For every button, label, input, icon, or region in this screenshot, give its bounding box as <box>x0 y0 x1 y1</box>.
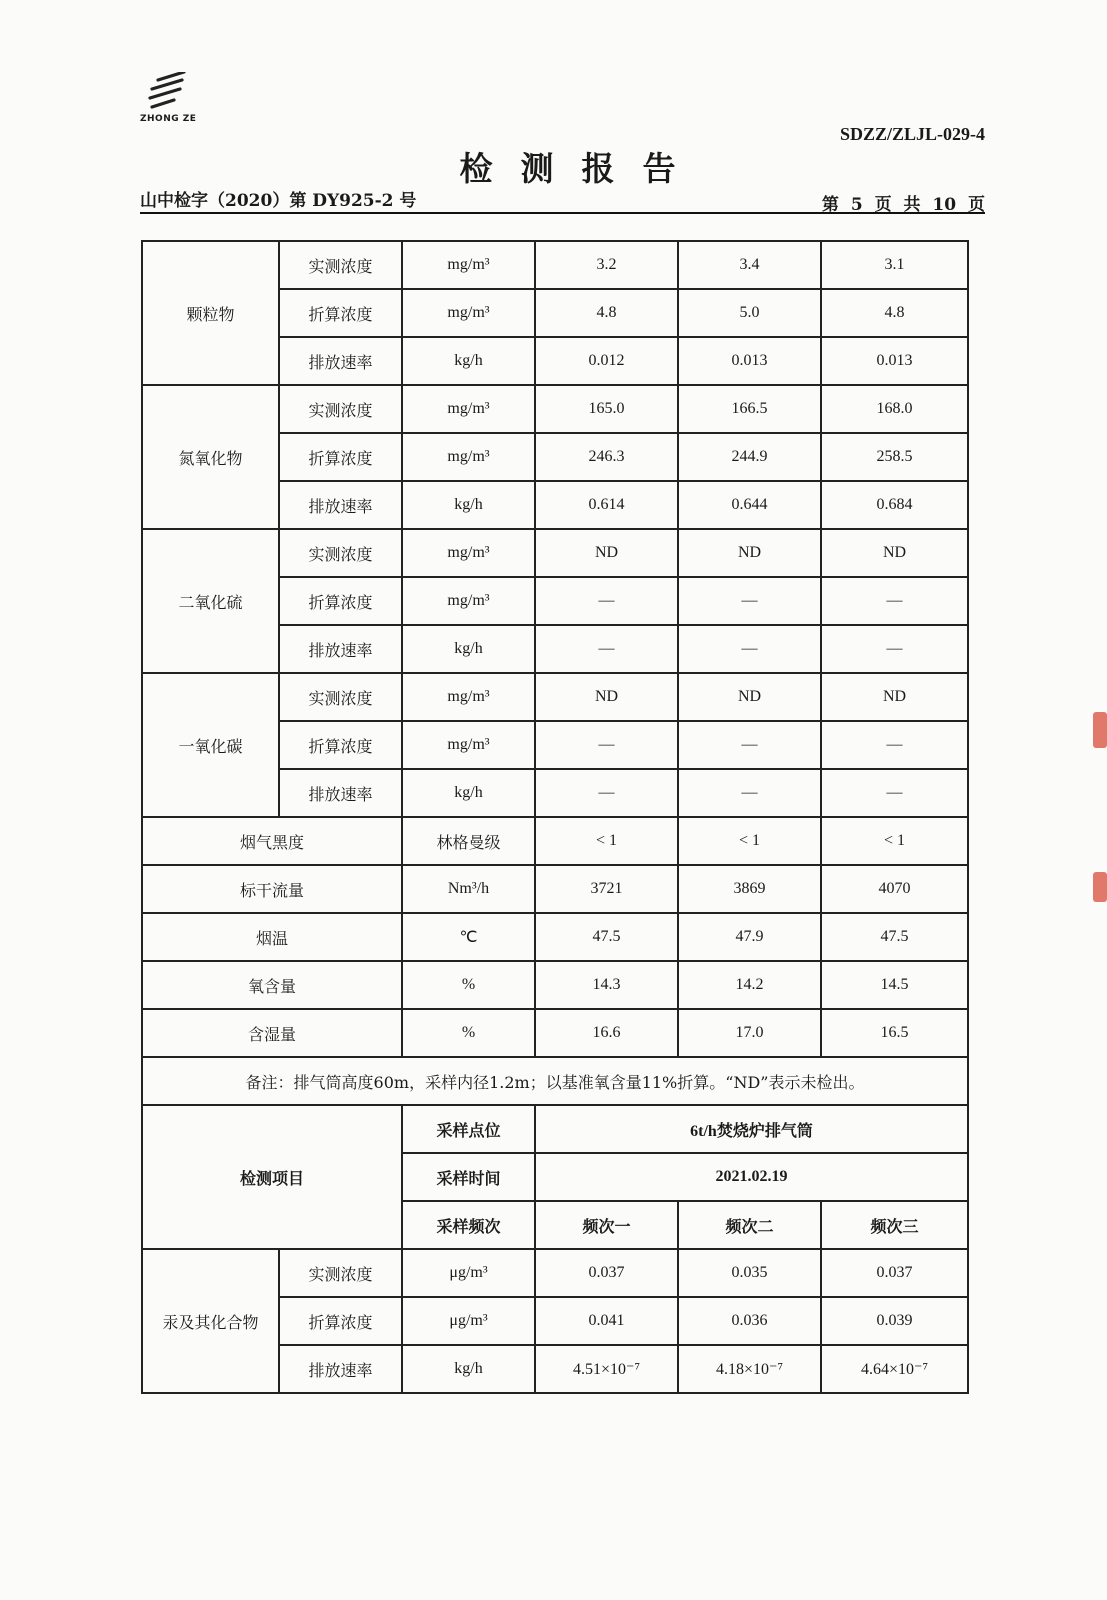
value-cell: < 1 <box>535 817 678 865</box>
emission-table-body <box>142 241 968 1393</box>
parameter-name: 含湿量 <box>142 1009 402 1057</box>
logo-text: ZHONG ZE <box>140 114 197 124</box>
parameter-name: 标干流量 <box>142 865 402 913</box>
unit-cell: mg/m³ <box>402 241 535 289</box>
value-cell: 4.8 <box>535 289 678 337</box>
item-label: 实测浓度 <box>279 241 402 289</box>
unit-cell: μg/m³ <box>402 1297 535 1345</box>
value-cell: 3.4 <box>678 241 821 289</box>
value-cell: 0.036 <box>678 1297 821 1345</box>
unit-cell: kg/h <box>402 769 535 817</box>
value-cell: 0.013 <box>678 337 821 385</box>
value-cell: — <box>535 625 678 673</box>
value-cell: 16.5 <box>821 1009 968 1057</box>
unit-cell: mg/m³ <box>402 721 535 769</box>
value-cell: < 1 <box>821 817 968 865</box>
unit-cell: % <box>402 961 535 1009</box>
value-cell: 3869 <box>678 865 821 913</box>
unit-cell: kg/h <box>402 625 535 673</box>
table-row <box>142 913 968 961</box>
unit-cell: μg/m³ <box>402 1249 535 1297</box>
value-cell: — <box>678 721 821 769</box>
seal-edge-mark <box>1093 872 1107 902</box>
table-row <box>142 865 968 913</box>
parameter-name: 烟气黑度 <box>142 817 402 865</box>
item-label: 排放速率 <box>279 337 402 385</box>
table-row <box>142 241 968 289</box>
value-cell: 0.041 <box>535 1297 678 1345</box>
value-cell: ND <box>821 529 968 577</box>
item-label: 折算浓度 <box>279 577 402 625</box>
pollutant-name: 颗粒物 <box>142 241 279 385</box>
value-cell: ND <box>535 529 678 577</box>
remark-row <box>142 1057 968 1105</box>
table-row <box>142 529 968 577</box>
pollutant-name: 汞及其化合物 <box>142 1249 279 1393</box>
value-cell: 4.8 <box>821 289 968 337</box>
value-cell: — <box>821 577 968 625</box>
company-logo <box>140 72 200 124</box>
location-label: 采样点位 <box>402 1105 535 1153</box>
table-row <box>142 961 968 1009</box>
value-cell: 0.684 <box>821 481 968 529</box>
parameter-name: 烟温 <box>142 913 402 961</box>
unit-cell: mg/m³ <box>402 289 535 337</box>
value-cell: — <box>535 577 678 625</box>
item-label: 折算浓度 <box>279 433 402 481</box>
page-number: 第 5 页 共 10 页 <box>821 195 985 215</box>
value-cell: — <box>821 721 968 769</box>
value-cell: 0.035 <box>678 1249 821 1297</box>
value-cell: 0.644 <box>678 481 821 529</box>
unit-cell: mg/m³ <box>402 385 535 433</box>
pollutant-name: 氮氧化物 <box>142 385 279 529</box>
value-cell: 47.9 <box>678 913 821 961</box>
project-label: 检测项目 <box>142 1105 402 1249</box>
value-cell: 0.037 <box>535 1249 678 1297</box>
item-label: 折算浓度 <box>279 289 402 337</box>
unit-cell: mg/m³ <box>402 577 535 625</box>
value-cell: — <box>821 625 968 673</box>
pollutant-name: 一氧化碳 <box>142 673 279 817</box>
item-label: 实测浓度 <box>279 385 402 433</box>
value-cell: ND <box>535 673 678 721</box>
emission-table <box>141 240 969 1394</box>
unit-cell: mg/m³ <box>402 673 535 721</box>
value-cell: 0.012 <box>535 337 678 385</box>
table-row <box>142 385 968 433</box>
value-cell: 0.039 <box>821 1297 968 1345</box>
header-row <box>142 1105 968 1153</box>
item-label: 实测浓度 <box>279 1249 402 1297</box>
value-cell: ND <box>678 529 821 577</box>
value-cell: 168.0 <box>821 385 968 433</box>
unit-cell: 林格曼级 <box>402 817 535 865</box>
value-cell: — <box>535 721 678 769</box>
seal-edge-mark <box>1093 712 1107 748</box>
value-cell: 246.3 <box>535 433 678 481</box>
value-cell: 14.5 <box>821 961 968 1009</box>
value-cell: < 1 <box>678 817 821 865</box>
value-cell: 17.0 <box>678 1009 821 1057</box>
page-title: 检测报告 <box>459 149 704 188</box>
frequency-header: 频次二 <box>678 1201 821 1249</box>
value-cell: ND <box>821 673 968 721</box>
location-value: 6t/h焚烧炉排气筒 <box>535 1105 968 1153</box>
value-cell: 16.6 <box>535 1009 678 1057</box>
value-cell: 258.5 <box>821 433 968 481</box>
time-label: 采样时间 <box>402 1153 535 1201</box>
value-cell: ND <box>678 673 821 721</box>
unit-cell: mg/m³ <box>402 433 535 481</box>
item-label: 折算浓度 <box>279 1297 402 1345</box>
unit-cell: Nm³/h <box>402 865 535 913</box>
remark-text: 备注：排气筒高度60m，采样内径1.2m；以基准氧含量11%折算。“ND”表示未检出。 <box>142 1057 968 1105</box>
table-row <box>142 673 968 721</box>
value-cell: 14.2 <box>678 961 821 1009</box>
unit-cell: % <box>402 1009 535 1057</box>
table-row <box>142 1009 968 1057</box>
value-cell: 4070 <box>821 865 968 913</box>
value-cell: 5.0 <box>678 289 821 337</box>
value-cell: — <box>678 625 821 673</box>
item-label: 排放速率 <box>279 625 402 673</box>
value-cell: 4.51×10⁻⁷ <box>535 1345 678 1393</box>
value-cell: — <box>821 769 968 817</box>
parameter-name: 氧含量 <box>142 961 402 1009</box>
value-cell: 244.9 <box>678 433 821 481</box>
table-row <box>142 1249 968 1297</box>
unit-cell: kg/h <box>402 481 535 529</box>
value-cell: 4.18×10⁻⁷ <box>678 1345 821 1393</box>
pollutant-name: 二氧化硫 <box>142 529 279 673</box>
unit-cell: kg/h <box>402 1345 535 1393</box>
item-label: 排放速率 <box>279 481 402 529</box>
frequency-header: 频次三 <box>821 1201 968 1249</box>
document-code: SDZZ/ZLJL-029-4 <box>839 124 985 144</box>
value-cell: 4.64×10⁻⁷ <box>821 1345 968 1393</box>
value-cell: 47.5 <box>821 913 968 961</box>
value-cell: 47.5 <box>535 913 678 961</box>
frequency-header: 频次一 <box>535 1201 678 1249</box>
value-cell: 0.037 <box>821 1249 968 1297</box>
item-label: 实测浓度 <box>279 529 402 577</box>
report-number: 山中检字（2020）第 DY925-2 号 <box>140 191 417 211</box>
value-cell: — <box>535 769 678 817</box>
value-cell: 165.0 <box>535 385 678 433</box>
zhongze-logo-icon <box>144 72 192 112</box>
item-label: 实测浓度 <box>279 673 402 721</box>
unit-cell: ℃ <box>402 913 535 961</box>
value-cell: 3.1 <box>821 241 968 289</box>
unit-cell: kg/h <box>402 337 535 385</box>
value-cell: 14.3 <box>535 961 678 1009</box>
value-cell: — <box>678 577 821 625</box>
value-cell: 3721 <box>535 865 678 913</box>
value-cell: 0.614 <box>535 481 678 529</box>
table-row <box>142 817 968 865</box>
value-cell: 166.5 <box>678 385 821 433</box>
item-label: 排放速率 <box>279 769 402 817</box>
unit-cell: mg/m³ <box>402 529 535 577</box>
value-cell: 3.2 <box>535 241 678 289</box>
value-cell: 0.013 <box>821 337 968 385</box>
header-divider <box>140 212 985 214</box>
frequency-label: 采样频次 <box>402 1201 535 1249</box>
item-label: 折算浓度 <box>279 721 402 769</box>
item-label: 排放速率 <box>279 1345 402 1393</box>
time-value: 2021.02.19 <box>535 1153 968 1201</box>
value-cell: — <box>678 769 821 817</box>
